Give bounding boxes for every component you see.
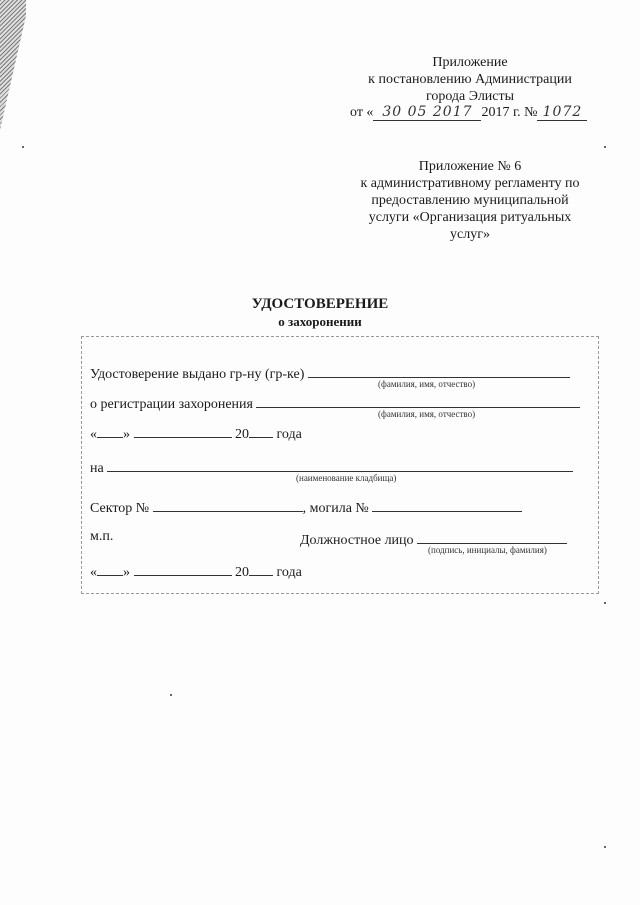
date2-close-quote: » [123,565,130,580]
sector-row [90,497,522,517]
date1-day-field[interactable] [97,423,123,438]
scan-speck [604,846,606,848]
date2-day-field[interactable] [97,561,123,576]
official-hint: (подпись, инициалы, фамилия) [428,545,547,555]
official-signature-field[interactable] [417,529,567,544]
scan-speck [604,602,606,604]
date-suffix: 2017 г. № [481,105,538,120]
date1-close-quote: » [123,427,130,442]
issued-name-field[interactable] [308,363,570,378]
scan-speck [170,694,172,696]
grave-label: , могила № [302,501,369,516]
cemetery-hint: (наименование кладбища) [296,473,397,483]
resolution-date-line [350,104,610,121]
appendix-line: Приложение № 6 [418,159,522,174]
date1-open-quote: « [90,427,97,442]
date-row-2 [90,561,302,581]
scan-speck [604,146,606,148]
handwritten-number: 1072 [537,104,587,121]
date2-year-prefix: 20 [235,565,249,580]
registration-name-field[interactable] [256,393,580,408]
header-line: города Элисты [425,89,515,104]
grave-field[interactable] [372,497,522,512]
date2-year-field[interactable] [249,561,273,576]
date2-suffix: года [276,565,302,580]
appendix-line: к административному регламенту по [360,176,580,191]
official-label: Должностное лицо [300,533,414,548]
date1-year-field[interactable] [249,423,273,438]
registration-row [90,393,580,413]
handwritten-date: 30 05 2017 [373,104,481,121]
issued-row [90,363,570,383]
registration-label: о регистрации захоронения [90,397,253,412]
sector-field[interactable] [153,497,303,512]
sector-label: Сектор № [90,501,150,516]
date-prefix: от « [350,105,374,120]
scan-edge-hatching [0,0,26,130]
registration-hint: (фамилия, имя, отчество) [378,409,476,419]
date1-month-field[interactable] [134,423,232,438]
header-line: к постановлению Администрации [368,72,572,87]
appendix-line: предоставлению муниципальной [371,193,569,208]
document-subtitle: о захоронении [278,314,362,329]
date1-suffix: года [276,427,302,442]
certificate-form [81,336,599,594]
scan-speck [22,146,24,148]
stamp-label: м.п. [90,529,114,544]
resolution-header [340,54,600,105]
issued-label: Удостоверение выдано гр-ну (гр-ке) [90,367,305,382]
appendix-header [340,158,600,243]
appendix-line: услуг» [450,227,490,242]
document-title: УДОСТОВЕРЕНИЕ [251,296,389,312]
date-row-1 [90,423,302,443]
date1-year-prefix: 20 [235,427,249,442]
date2-month-field[interactable] [134,561,232,576]
appendix-line: услуги «Организация ритуальных [368,210,572,225]
header-line: Приложение [432,55,508,70]
cemetery-field[interactable] [107,457,573,472]
issued-hint: (фамилия, имя, отчество) [378,379,476,389]
date2-open-quote: « [90,565,97,580]
cemetery-label: на [90,461,104,476]
